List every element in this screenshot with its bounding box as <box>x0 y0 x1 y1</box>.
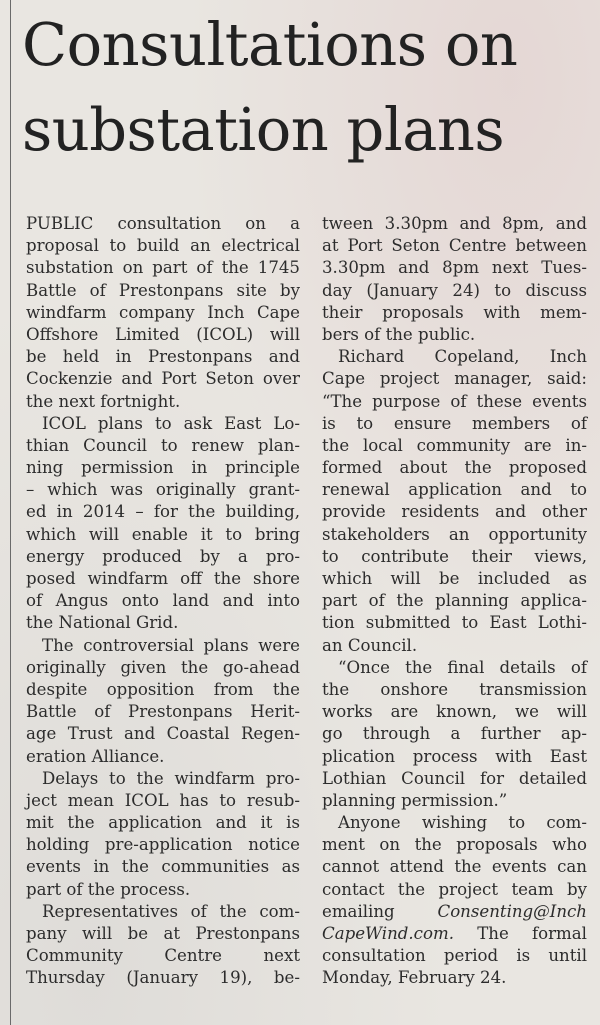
text-line: cannot attend the events can <box>322 857 587 877</box>
text-line: the National Grid. <box>26 613 179 633</box>
text-line: ject mean ICOL has to resub- <box>26 790 300 810</box>
text-line: tion submitted to East Lothi- <box>322 613 587 633</box>
text-line: at Port Seton Centre between <box>322 236 587 256</box>
text-line: Battle of Prestonpans site by <box>26 280 300 300</box>
text-line: Cockenzie and Port Seton over <box>26 369 300 389</box>
text-line: bers of the public. <box>322 324 476 344</box>
text-line: mit the application and it is <box>26 813 300 833</box>
text-line: proposal to build an electrical <box>26 236 300 256</box>
email-line-1 <box>322 901 587 923</box>
headline-line-2: substation plans <box>22 95 505 164</box>
email-line-2 <box>322 923 587 945</box>
text-line: Offshore Limited (ICOL) will <box>26 324 300 344</box>
text-line: Delays to the windfarm pro- <box>42 768 300 788</box>
text-line: the onshore transmission <box>322 679 587 699</box>
text-line: posed windfarm off the shore <box>26 569 300 588</box>
text-line: Battle of Prestonpans Herit- <box>26 702 300 722</box>
text-line: the local community are in- <box>322 435 587 455</box>
text-line: Anyone wishing to com- <box>338 813 587 833</box>
text-line: the next fortnight. <box>26 391 181 411</box>
text-line: formed about the proposed <box>322 458 587 478</box>
email-address-part-2: CapeWind.com. <box>322 924 454 943</box>
text-line: ment on the proposals who <box>322 835 587 855</box>
text-line: plication process with East <box>322 746 587 766</box>
column-rule <box>10 0 11 1025</box>
text-line: 3.30pm and 8pm next Tues- <box>322 258 587 278</box>
text-line: planning permission.” <box>322 790 508 810</box>
article-column-left <box>26 213 300 990</box>
text-line: holding pre-application notice <box>26 835 300 855</box>
text-line: part of the process. <box>26 879 191 899</box>
text-line: part of the planning applica- <box>322 591 587 611</box>
text-line: ed in 2014 – for the building, <box>26 502 300 522</box>
text-line: which will be included as <box>322 569 587 588</box>
text-line: energy produced by a pro- <box>26 546 300 566</box>
text-line: “The purpose of these events <box>322 391 587 411</box>
text-line: is to ensure members of <box>322 413 587 433</box>
text-line: Lothian Council for detailed <box>322 768 587 788</box>
text-line: Monday, February 24. <box>322 968 507 988</box>
text-line: “Once the final details of <box>338 657 587 677</box>
text-line: windfarm company Inch Cape <box>26 302 300 322</box>
text-line: consultation period is until <box>322 946 587 966</box>
text-line: thian Council to renew plan- <box>26 435 300 455</box>
text-line: The controversial plans were <box>42 635 300 655</box>
text-line: an Council. <box>322 635 418 655</box>
text-line: to contribute their views, <box>322 546 587 566</box>
text-line: originally given the go-ahead <box>26 657 300 677</box>
text-line: renewal application and to <box>322 480 587 500</box>
text-line: their proposals with mem- <box>322 302 587 322</box>
text-line: provide residents and other <box>322 502 587 522</box>
text-line: day (January 24) to discuss <box>322 280 587 300</box>
text-line: Representatives of the com- <box>42 901 300 921</box>
text-line: pany will be at Prestonpans <box>26 924 300 943</box>
text-line: works are known, we will <box>322 702 587 722</box>
text-line: – which was originally grant- <box>26 480 300 500</box>
text-line: be held in Prestonpans and <box>26 347 300 367</box>
email-address-part-1: Consenting@Inch <box>437 901 587 921</box>
text-line: Community Centre next <box>26 946 300 966</box>
text-line: eration Alliance. <box>26 746 165 766</box>
text-line: age Trust and Coastal Regen- <box>26 724 300 744</box>
text-line: Cape project manager, said: <box>322 369 587 389</box>
text-line: PUBLIC consultation on a <box>26 214 300 233</box>
text-line: tween 3.30pm and 8pm, and <box>322 214 587 233</box>
email-prefix: emailing <box>322 901 395 921</box>
text-line: stakeholders an opportunity <box>322 524 587 544</box>
article-column-right <box>322 213 587 990</box>
after-email-text: The formal <box>477 924 587 943</box>
text-line: which will enable it to bring <box>26 524 300 544</box>
text-line: Thursday (January 19), be- <box>26 968 300 988</box>
text-line: contact the project team by <box>322 879 587 899</box>
text-line: of Angus onto land and into <box>26 591 300 611</box>
text-line: events in the communities as <box>26 857 300 877</box>
text-line: Richard Copeland, Inch <box>338 347 587 367</box>
text-line: ICOL plans to ask East Lo- <box>42 413 300 433</box>
text-line: go through a further ap- <box>322 724 587 744</box>
text-line: despite opposition from the <box>26 679 300 699</box>
headline <box>22 2 592 172</box>
text-line: substation on part of the 1745 <box>26 258 300 278</box>
headline-line-1: Consultations on <box>22 10 518 79</box>
text-line: ning permission in principle <box>26 458 300 478</box>
